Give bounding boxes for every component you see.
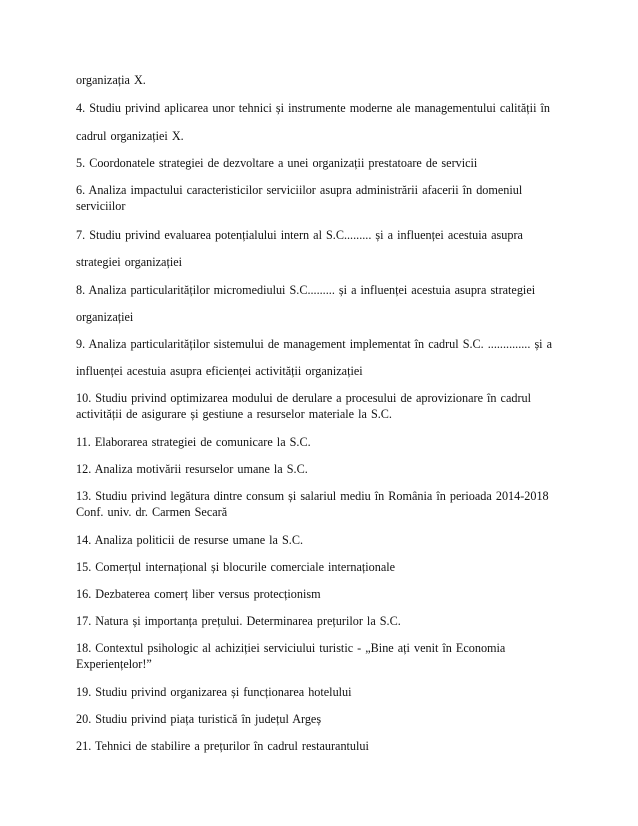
list-item-11: 11. Elaborarea strategiei de comunicare la S.C. [76, 435, 311, 449]
list-item-4-line-1: 4. Studiu privind aplicarea unor tehnici și instrumente moderne ale managementului calității în [76, 101, 550, 115]
list-item-9-line-1: 9. Analiza particularităților sistemului de management implementat în cadrul S.C. .............. și a [76, 337, 553, 351]
text-line: organizația X. [76, 73, 146, 87]
list-item-4-line-2: cadrul organizației X. [76, 129, 184, 143]
list-item-10-line-2: activității de asigurare și gestiune a resurselor materiale la S.C. [76, 407, 392, 421]
list-item-13-line-1: 13. Studiu privind legătura dintre consum și salariul mediu în România în perioada 2014-2018 [76, 489, 549, 503]
list-item-19: 19. Studiu privind organizarea și funcționarea hotelului [76, 685, 352, 699]
list-item-12: 12. Analiza motivării resurselor umane la S.C. [76, 462, 308, 476]
list-item-8-line-2: organizației [76, 310, 134, 324]
list-item-13-line-2: Conf. univ. dr. Carmen Secară [76, 505, 228, 519]
list-item-8-line-1: 8. Analiza particularităților micromediului S.C......... și a influenței acestuia asupra strategiei [76, 283, 536, 297]
list-item-5: 5. Coordonatele strategiei de dezvoltare a unei organizații prestatoare de servicii [76, 156, 478, 170]
list-item-6-line-2: serviciilor [76, 199, 126, 213]
list-item-7-line-1: 7. Studiu privind evaluarea potențialului intern al S.C......... și a influenței acestuia asupra [76, 228, 523, 242]
list-item-6-line-1: 6. Analiza impactului caracteristicilor serviciilor asupra administrării afacerii în domeniul [76, 183, 523, 197]
list-item-16: 16. Dezbaterea comerț liber versus protecționism [76, 587, 321, 601]
list-item-10-line-1: 10. Studiu privind optimizarea modului de derulare a procesului de aprovizionare în cadrul [76, 391, 532, 405]
list-item-20: 20. Studiu privind piața turistică în județul Argeș [76, 712, 322, 726]
list-item-9-line-2: influenței acestuia asupra eficienței activității organizației [76, 364, 363, 378]
list-item-14: 14. Analiza politicii de resurse umane la S.C. [76, 533, 303, 547]
list-item-18-line-1: 18. Contextul psihologic al achiziției serviciului turistic - „Bine ați venit în Economia [76, 641, 506, 655]
list-item-21: 21. Tehnici de stabilire a prețurilor în cadrul restaurantului [76, 739, 369, 753]
list-item-17: 17. Natura și importanța prețului. Determinarea prețurilor la S.C. [76, 614, 401, 628]
list-item-18-line-2: Experiențelor!” [76, 657, 152, 671]
list-item-15: 15. Comerțul internațional și blocurile comerciale internaționale [76, 560, 396, 574]
list-item-7-line-2: strategiei organizației [76, 255, 183, 269]
